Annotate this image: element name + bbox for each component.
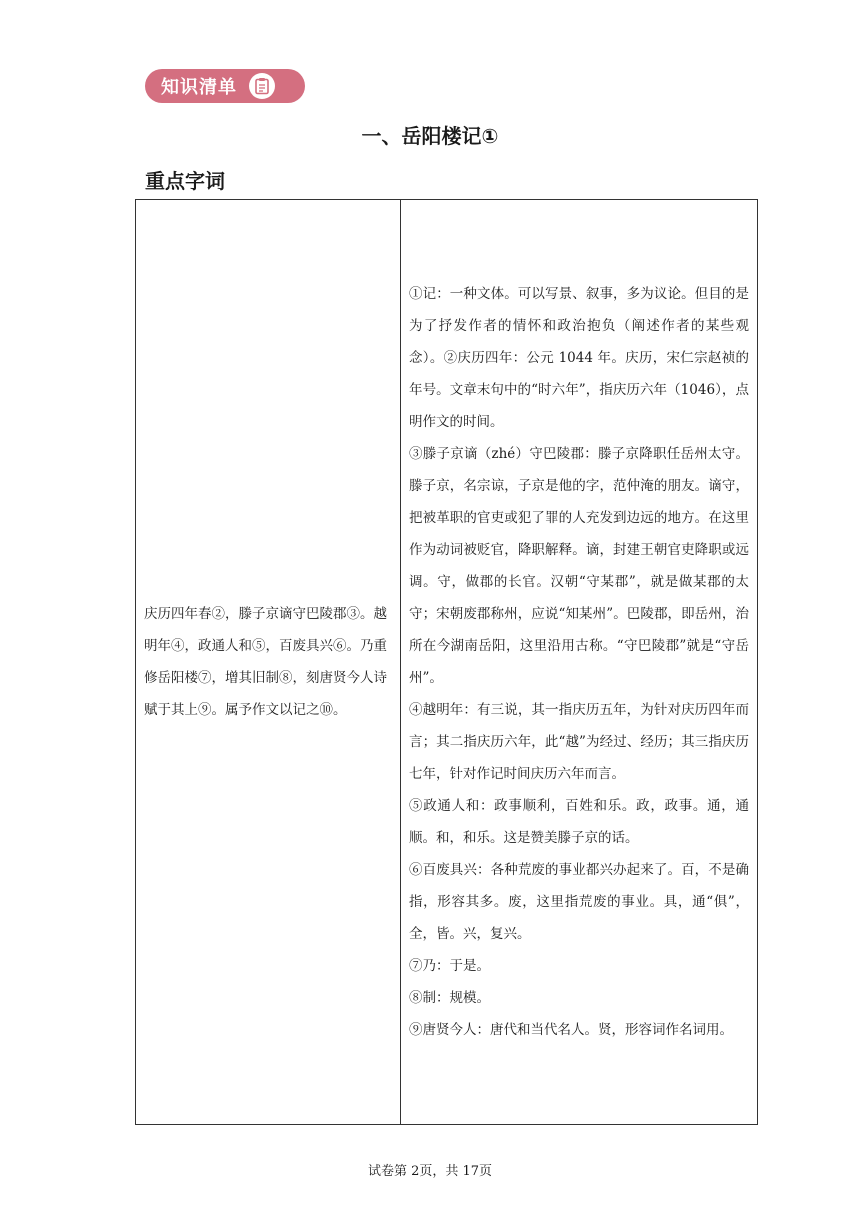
note-item: ③滕子京谪（zhé）守巴陵郡：滕子京降职任岳州太守。滕子京，名宗谅，子京是他的字，范仲淹的朋友。谪守，把被革职的官吏或犯了罪的人充发到边远的地方。在这里作为动词被贬官，降职解释。谪，封建王朝官吏降职或远调。守，做郡的长官。汉朝“守某郡”，就是做某郡的太守；宋朝废郡称州，应说“知某州”。巴陵郡，即岳州，治所在今湖南岳阳，这里沿用古称。“守巴陵郡”就是“守岳州”。	[409, 446, 749, 686]
badge-label: 知识清单	[161, 77, 237, 98]
notes-cell	[401, 200, 758, 1125]
table-row	[136, 200, 758, 1125]
section-heading: 重点字词	[145, 169, 225, 193]
note-item: ④越明年：有三说，其一指庆历五年，为针对庆历四年而言；其二指庆历六年，此“越”为经过、经历；其三指庆历七年，针对作记时间庆历六年而言。	[409, 702, 749, 782]
note-item: ⑤政通人和：政事顺利，百姓和乐。政，政事。通，通顺。和，和乐。这是赞美滕子京的话。	[409, 798, 749, 846]
original-text: 庆历四年春②，滕子京谪守巴陵郡③。越明年④，政通人和⑤，百废具兴⑥。乃重修岳阳楼⑦，增其旧制⑧，刻唐贤今人诗赋于其上⑨。属予作文以记之⑩。	[144, 606, 387, 718]
note-item: ⑨唐贤今人：唐代和当代名人。贤，形容词作名词用。	[409, 1022, 733, 1038]
clipboard-icon	[249, 73, 275, 99]
note-item: ⑦乃：于是。	[409, 958, 490, 974]
page-footer: 试卷第 2页，共 17页	[367, 1164, 493, 1179]
vocabulary-table	[135, 199, 758, 1125]
knowledge-list-badge	[145, 69, 305, 103]
note-item: ⑥百废具兴：各种荒废的事业都兴办起来了。百，不是确指，形容其多。废，这里指荒废的事业。具，通“俱”，全，皆。兴，复兴。	[409, 862, 749, 942]
original-text-cell	[136, 200, 401, 1125]
page-title: 一、岳阳楼记①	[361, 124, 499, 148]
note-item: ①记：一种文体。可以写景、叙事，多为议论。但目的是为了抒发作者的情怀和政治抱负（阐述作者的某些观念）。②庆历四年：公元 1044 年。庆历，宋仁宗赵祯的年号。文章末句中的“时六年”，指庆历六年（1046），点明作文的时间。	[409, 286, 749, 430]
note-item: ⑧制：规模。	[409, 990, 490, 1006]
